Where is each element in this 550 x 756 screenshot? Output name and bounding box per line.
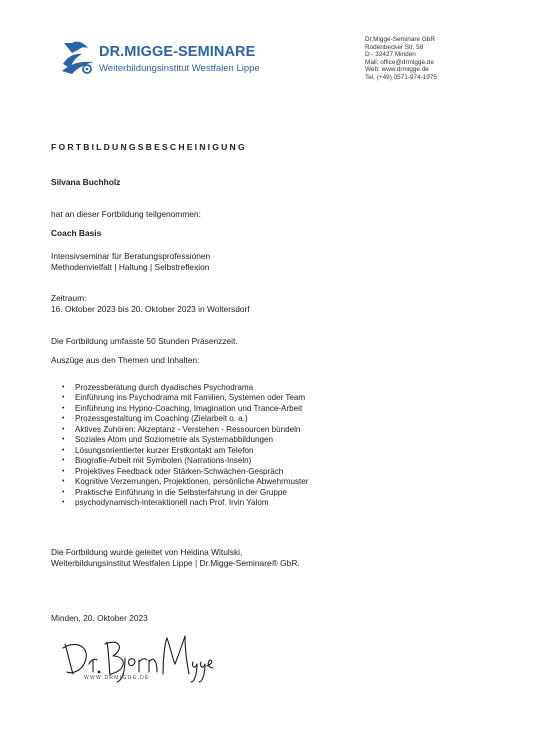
instructor-text: Die Fortbildung wurde geleitet von Heidina Witulski, [51, 547, 243, 557]
list-item: • Kognitive Verzerrungen, Projektionen, persönliche Abwehrmuster [62, 477, 309, 487]
list-item: • Einführung ins Hypno-Coaching, Imagination und Trance-Arbeit [62, 404, 309, 414]
participation-text: hat an dieser Fortbildung teilgenommen: [51, 209, 201, 219]
address-line: Web: www.drmigge.de [365, 66, 429, 74]
topics-intro: Auszüge aus den Themen und Inhalten: [51, 355, 200, 365]
participant-name: Silvana Buchholz [51, 177, 121, 187]
list-item: • Einführung ins Psychodrama mit Familien, Systemen oder Team [62, 393, 309, 403]
list-item: • Soziales Atom und Soziometrie als Systemabbildungen [62, 435, 309, 445]
course-description: Intensivseminar für Beratungsprofessionen [51, 251, 211, 261]
seminar-logo-icon [60, 40, 96, 76]
list-item: • Biografie-Arbeit mit Symbolen (Narrations-Inseln) [62, 456, 309, 466]
course-focus: Methodenvielfalt | Haltung | Selbstreflexion [51, 262, 210, 272]
brand-subtitle: Weiterbildungsinstitut Westfalen Lippe [99, 63, 260, 74]
document-title: FORTBILDUNGSBESCHEINIGUNG [51, 142, 247, 152]
signature-url: WWW.DRMIGGE.DE [84, 675, 150, 681]
address-line: Tel. (+49) 0571-974-1975 [365, 73, 437, 81]
list-item: • Aktives Zuhören: Akzeptanz - Verstehen - Ressourcen bündeln [62, 425, 309, 435]
list-item: • Lösungsorientierter kurzer Erstkontakt am Telefon [62, 446, 309, 456]
brand-name: DR.MIGGE-SEMINARE [99, 44, 256, 60]
address-block [365, 36, 437, 82]
address-line: Rodenbecker Str. 58 [365, 43, 424, 51]
period-value: 16. Oktober 2023 bis 20. Oktober 2023 in Woltersdorf [51, 304, 250, 314]
address-line: D - 32427 Minden [365, 51, 416, 59]
period-label: Zeitraum: [51, 293, 87, 303]
course-name: Coach Basis [51, 228, 102, 238]
list-item: • Prozessberatung durch dyadisches Psychodrama [62, 383, 309, 393]
topics-list [62, 383, 309, 508]
list-item: • Prozessgestaltung im Coaching (Zielarbeit o. a.) [62, 414, 309, 424]
list-item: • Praktische Einführung in die Selbsterfahrung in der Gruppe [62, 488, 309, 498]
institute-text: Weiterbildungsinstitut Westfalen Lippe | Dr.Migge-Seminare® GbR. [51, 558, 300, 568]
hours-text: Die Fortbildung umfasste 50 Stunden Präsenzzeit. [51, 336, 238, 346]
place-date: Minden, 20. Oktober 2023 [51, 613, 148, 623]
list-item: • psychodynamisch-interaktionell nach Prof. Irvin Yalom [62, 498, 309, 508]
address-line: Dr.Migge-Seminare GbR [365, 36, 435, 43]
address-line: Mail: office@drmigge.de [365, 58, 434, 66]
list-item: • Projektives Feedback oder Stärken-Schwächen-Gespräch [62, 467, 309, 477]
